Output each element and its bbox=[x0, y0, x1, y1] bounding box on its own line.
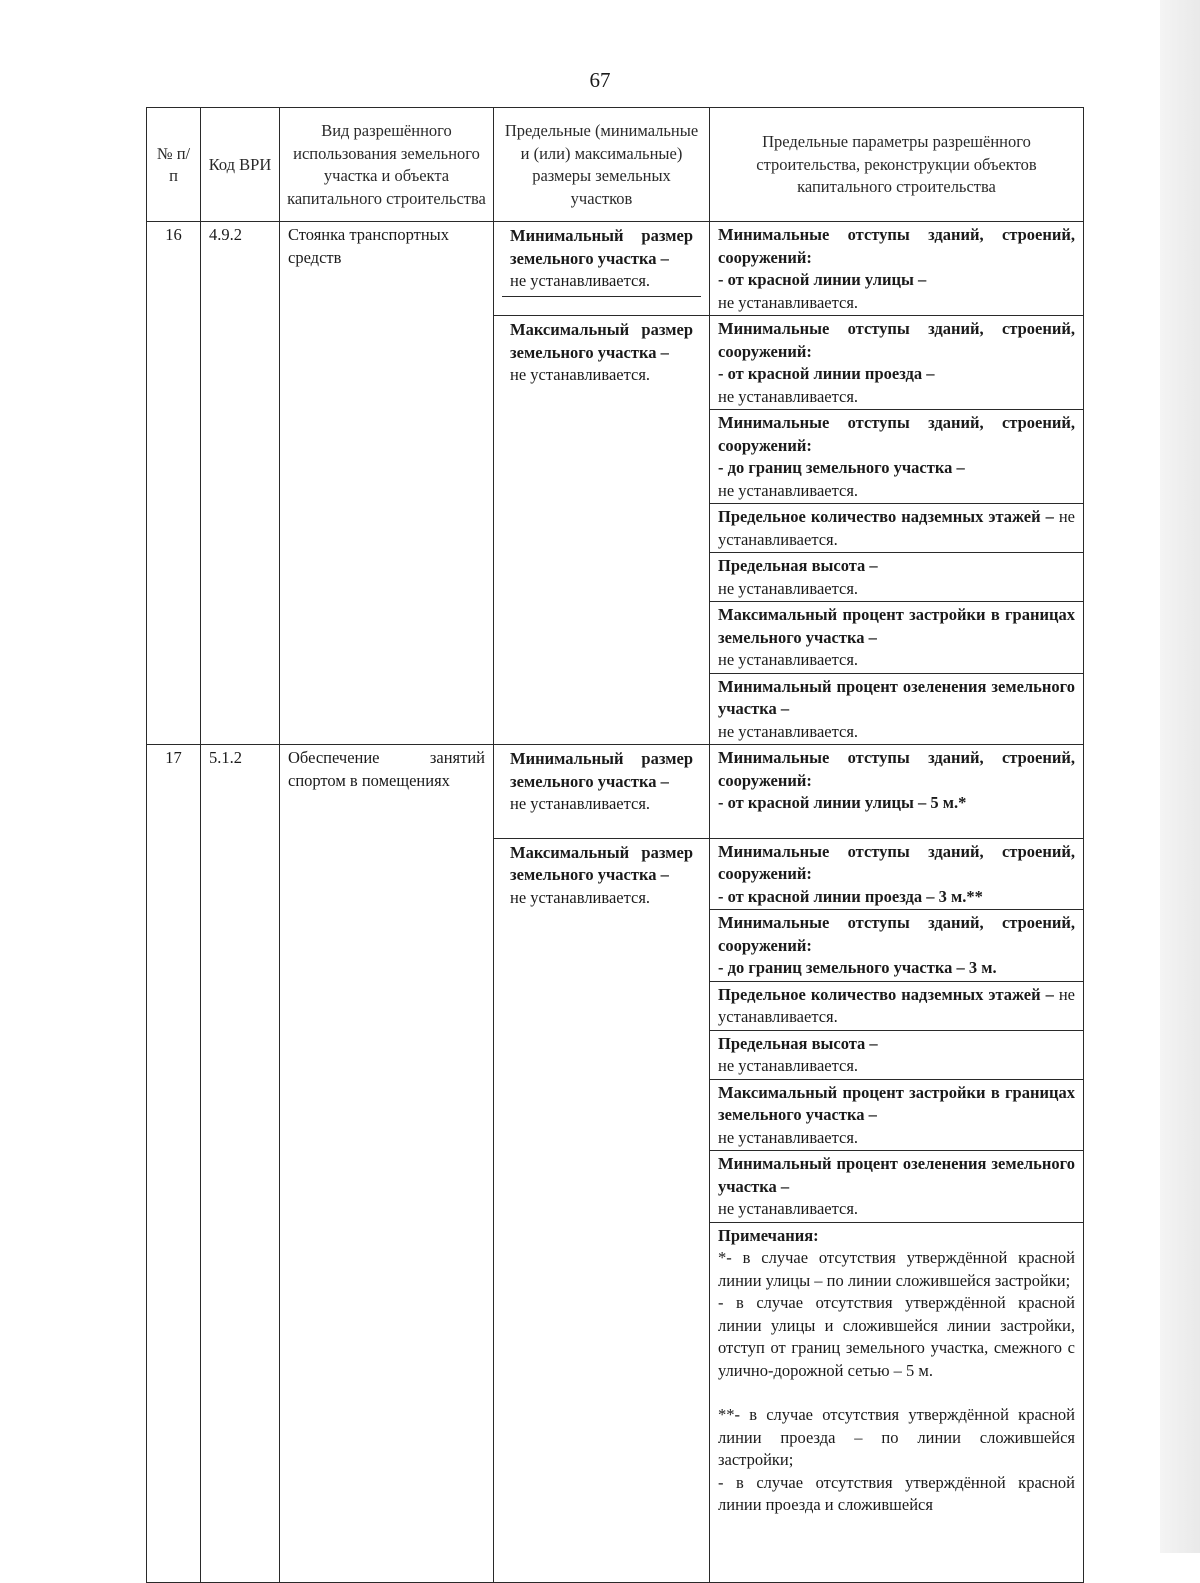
size-max-label: Максимальный размер земельного участка – bbox=[510, 320, 693, 362]
param-value: не устанавливается. bbox=[718, 1127, 859, 1147]
param-cell bbox=[710, 1030, 1084, 1079]
row-size-max-cell bbox=[494, 316, 710, 745]
param-cell bbox=[710, 602, 1084, 674]
param-label: Минимальные отступы зданий, строений, сооружений: bbox=[718, 748, 1075, 790]
param-label: Минимальный процент озеленения земельного участка – bbox=[718, 676, 1075, 718]
param-value: не устанавливается. bbox=[718, 578, 859, 598]
row-code: 4.9.2 bbox=[201, 222, 280, 745]
size-min bbox=[502, 747, 701, 819]
size-min-label: Минимальный размер земельного участка – bbox=[510, 749, 693, 791]
scan-edge bbox=[1160, 0, 1200, 1553]
param-value: не устанавливается. bbox=[718, 1056, 859, 1075]
size-max-value: не устанавливается. bbox=[510, 887, 651, 907]
param-sub: - от красной линии проезда – 3 м.** bbox=[718, 886, 983, 906]
row-size-min-cell bbox=[494, 222, 710, 316]
param-value: не устанавливается. bbox=[718, 721, 859, 741]
param-cell bbox=[710, 316, 1084, 410]
param-label: Максимальный процент застройки в границах земельного участка – bbox=[718, 1082, 1075, 1124]
param-cell bbox=[710, 838, 1084, 910]
notes-title: Примечания: bbox=[718, 1225, 819, 1245]
header-build-params: Предельные параметры разрешённого строительства, реконструкции объектов капитального строительства bbox=[710, 108, 1084, 222]
row-size-max-cell bbox=[494, 838, 710, 1582]
row-size-min-cell bbox=[494, 745, 710, 839]
param-sub: - от красной линии улицы – bbox=[718, 270, 927, 289]
param-label: Предельная высота – bbox=[718, 1033, 878, 1053]
param-value: не устанавливается. bbox=[718, 507, 1075, 549]
param-cell bbox=[710, 1151, 1084, 1223]
size-min-value: не устанавливается. bbox=[510, 271, 651, 290]
row-number: 17 bbox=[147, 745, 201, 1583]
param-value: не устанавливается. bbox=[718, 1199, 859, 1218]
param-cell bbox=[710, 410, 1084, 504]
row-code: 5.1.2 bbox=[201, 745, 280, 1583]
param-sub: - до границ земельного участка – 3 м. bbox=[718, 958, 997, 977]
param-label: Предельное количество надземных этажей – bbox=[718, 507, 1054, 526]
header-code: Код ВРИ bbox=[201, 108, 280, 222]
table-header-row bbox=[147, 108, 1084, 222]
size-max-label: Максимальный размер земельного участка – bbox=[510, 842, 693, 884]
param-text bbox=[718, 506, 1075, 551]
param-label: Минимальные отступы зданий, строений, сооружений: bbox=[718, 225, 1075, 267]
size-min bbox=[502, 224, 701, 297]
notes-paragraph: **- в случае отсутствия утверждённой красной линии проезда – по линии сложившейся застройки; bbox=[718, 1405, 1075, 1469]
size-max bbox=[502, 841, 701, 913]
header-use-type: Вид разрешённого использования земельного участка и объекта капитального строительства bbox=[280, 108, 494, 222]
param-value: не устанавливается. bbox=[718, 650, 859, 669]
size-max-value: не устанавливается. bbox=[510, 365, 651, 384]
param-value: не устанавливается. bbox=[718, 480, 859, 500]
notes-paragraph: - в случае отсутствия утверждённой красной линии улицы и сложившейся линии застройки, отступ от границ земельного участка, смежного с улично-дорожной сетью – 5 м. bbox=[718, 1293, 1075, 1380]
param-value: не устанавливается. bbox=[718, 292, 859, 312]
notes-paragraph: *- в случае отсутствия утверждённой красной линии улицы – по линии сложившейся застройки; bbox=[718, 1248, 1075, 1290]
param-label: Минимальные отступы зданий, строений, сооружений: bbox=[718, 913, 1075, 955]
param-value: не устанавливается. bbox=[718, 984, 1075, 1026]
row-use-name bbox=[280, 745, 494, 1583]
size-min-value: не устанавливается. bbox=[510, 794, 651, 813]
param-value: не устанавливается. bbox=[718, 386, 859, 406]
param-sub: - от красной линии улицы – 5 м.* bbox=[718, 793, 967, 812]
table-row bbox=[147, 222, 1084, 316]
param-cell bbox=[710, 553, 1084, 602]
table-row bbox=[147, 745, 1084, 839]
param-cell bbox=[710, 745, 1084, 839]
param-label: Минимальные отступы зданий, строений, сооружений: bbox=[718, 841, 1075, 883]
param-text bbox=[718, 984, 1075, 1029]
regulations-table bbox=[146, 107, 1084, 1583]
size-min-label: Минимальный размер земельного участка – bbox=[510, 226, 693, 268]
param-cell bbox=[710, 222, 1084, 316]
param-label: Минимальные отступы зданий, строений, сооружений: bbox=[718, 413, 1075, 455]
size-max bbox=[502, 318, 701, 390]
param-label: Предельное количество надземных этажей – bbox=[718, 984, 1054, 1004]
param-cell bbox=[710, 673, 1084, 745]
param-label: Максимальный процент застройки в границах земельного участка – bbox=[718, 605, 1075, 647]
param-cell bbox=[710, 1079, 1084, 1151]
param-cell bbox=[710, 910, 1084, 982]
param-cell bbox=[710, 981, 1084, 1030]
row-use-name: Стоянка транспортных средств bbox=[280, 222, 494, 745]
param-label: Минимальный процент озеленения земельного участка – bbox=[718, 1154, 1075, 1196]
param-sub: - от красной линии проезда – bbox=[718, 364, 935, 383]
notes-cell bbox=[710, 1222, 1084, 1582]
param-label: Предельная высота – bbox=[718, 556, 878, 575]
header-num: № п/п bbox=[147, 108, 201, 222]
param-sub: - до границ земельного участка – bbox=[718, 458, 965, 477]
param-label: Минимальные отступы зданий, строений, сооружений: bbox=[718, 319, 1075, 361]
row-use-name-text: Обеспечение занятий спортом в помещениях bbox=[288, 748, 485, 790]
param-cell bbox=[710, 504, 1084, 553]
page-number: 67 bbox=[589, 68, 611, 92]
notes-paragraph: - в случае отсутствия утверждённой красной линии проезда и сложившейся bbox=[718, 1472, 1075, 1514]
row-number: 16 bbox=[147, 222, 201, 745]
header-plot-sizes: Предельные (минимальные и (или) максимальные) размеры земельных участков bbox=[494, 108, 710, 222]
